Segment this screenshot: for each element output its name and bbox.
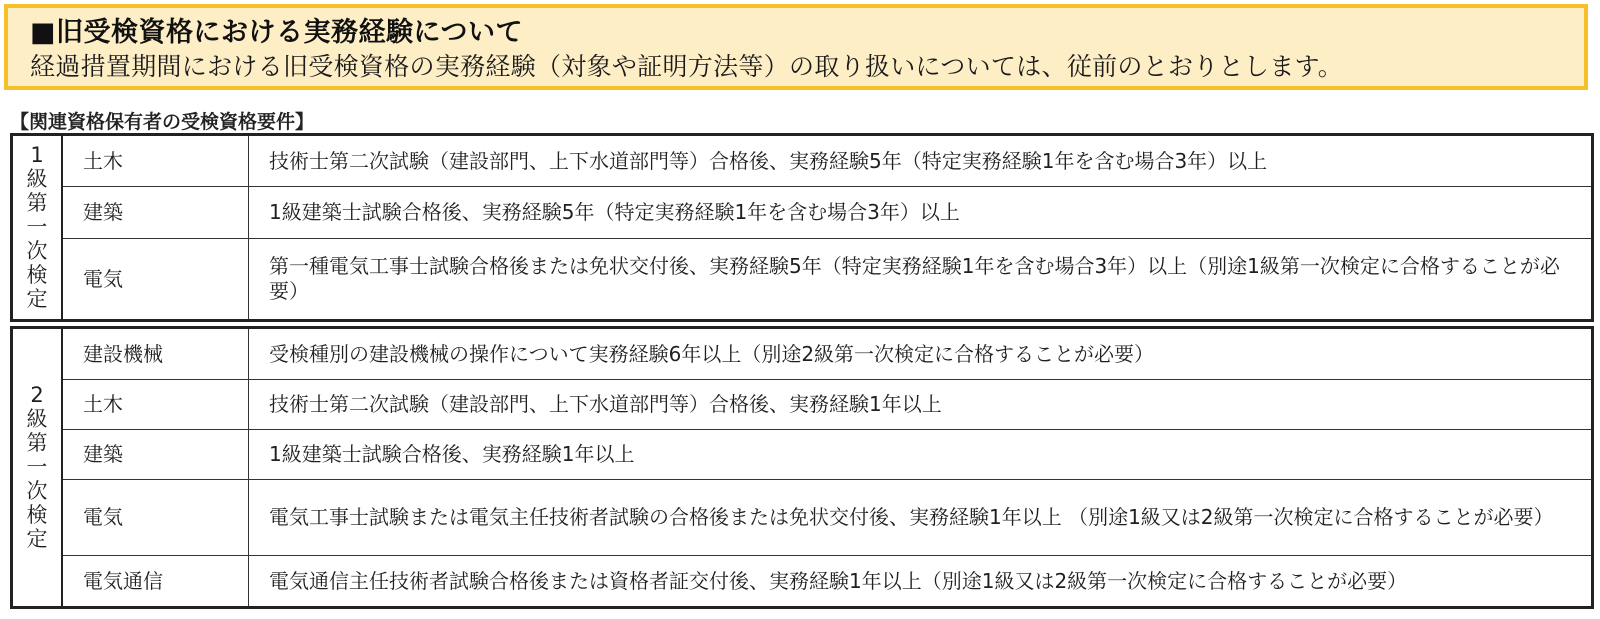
notice-box xyxy=(4,4,1588,90)
table-row xyxy=(12,328,1593,380)
field-cell: 土木 xyxy=(62,380,249,430)
grade2-requirements-table xyxy=(10,326,1594,609)
grade2-label: 2級第一次検定 xyxy=(26,383,48,551)
grade-label-cell xyxy=(12,328,63,608)
table-row xyxy=(12,556,1593,608)
field-cell: 建設機械 xyxy=(62,328,249,380)
table-row xyxy=(12,239,1593,321)
field-cell: 電気通信 xyxy=(62,556,249,608)
requirement-cell: 技術士第二次試験（建設部門、上下水道部門等）合格後、実務経験1年以上 xyxy=(249,380,1593,430)
table-row xyxy=(12,380,1593,430)
table-row xyxy=(12,135,1593,187)
field-cell: 土木 xyxy=(62,135,249,187)
requirement-cell: 受検種別の建設機械の操作について実務経験6年以上（別途2級第一次検定に合格することが必要） xyxy=(249,328,1593,380)
requirement-cell: 第一種電気工事士試験合格後または免状交付後、実務経験5年（特定実務経験1年を含む場合3年）以上（別途1級第一次検定に合格することが必要） xyxy=(249,239,1593,321)
field-cell: 建築 xyxy=(62,430,249,480)
table-row xyxy=(12,480,1593,556)
requirement-cell: 1級建築士試験合格後、実務経験1年以上 xyxy=(249,430,1593,480)
table-row xyxy=(12,187,1593,239)
grade1-label: 1級第一次検定 xyxy=(26,143,48,311)
field-cell: 電気 xyxy=(62,480,249,556)
requirement-cell: 電気通信主任技術者試験合格後または資格者証交付後、実務経験1年以上（別途1級又は2級第一次検定に合格することが必要） xyxy=(249,556,1593,608)
requirement-cell: 技術士第二次試験（建設部門、上下水道部門等）合格後、実務経験5年（特定実務経験1年を含む場合3年）以上 xyxy=(249,135,1593,187)
requirement-cell: 1級建築士試験合格後、実務経験5年（特定実務経験1年を含む場合3年）以上 xyxy=(249,187,1593,239)
field-cell: 建築 xyxy=(62,187,249,239)
grade1-requirements-table xyxy=(10,133,1594,322)
table-row xyxy=(12,430,1593,480)
grade-label-cell xyxy=(12,135,63,321)
section-heading: 【関連資格保有者の受検資格要件】 xyxy=(10,111,315,133)
requirement-cell: 電気工事士試験または電気主任技術者試験の合格後または免状交付後、実務経験1年以上 （別途1級又は2級第一次検定に合格することが必要） xyxy=(249,480,1593,556)
notice-title: ■旧受検資格における実務経験について xyxy=(30,17,523,48)
notice-body: 経過措置期間における旧受検資格の実務経験（対象や証明方法等）の取り扱いについては、従前のとおりとします。 xyxy=(30,52,1344,81)
field-cell: 電気 xyxy=(62,239,249,321)
